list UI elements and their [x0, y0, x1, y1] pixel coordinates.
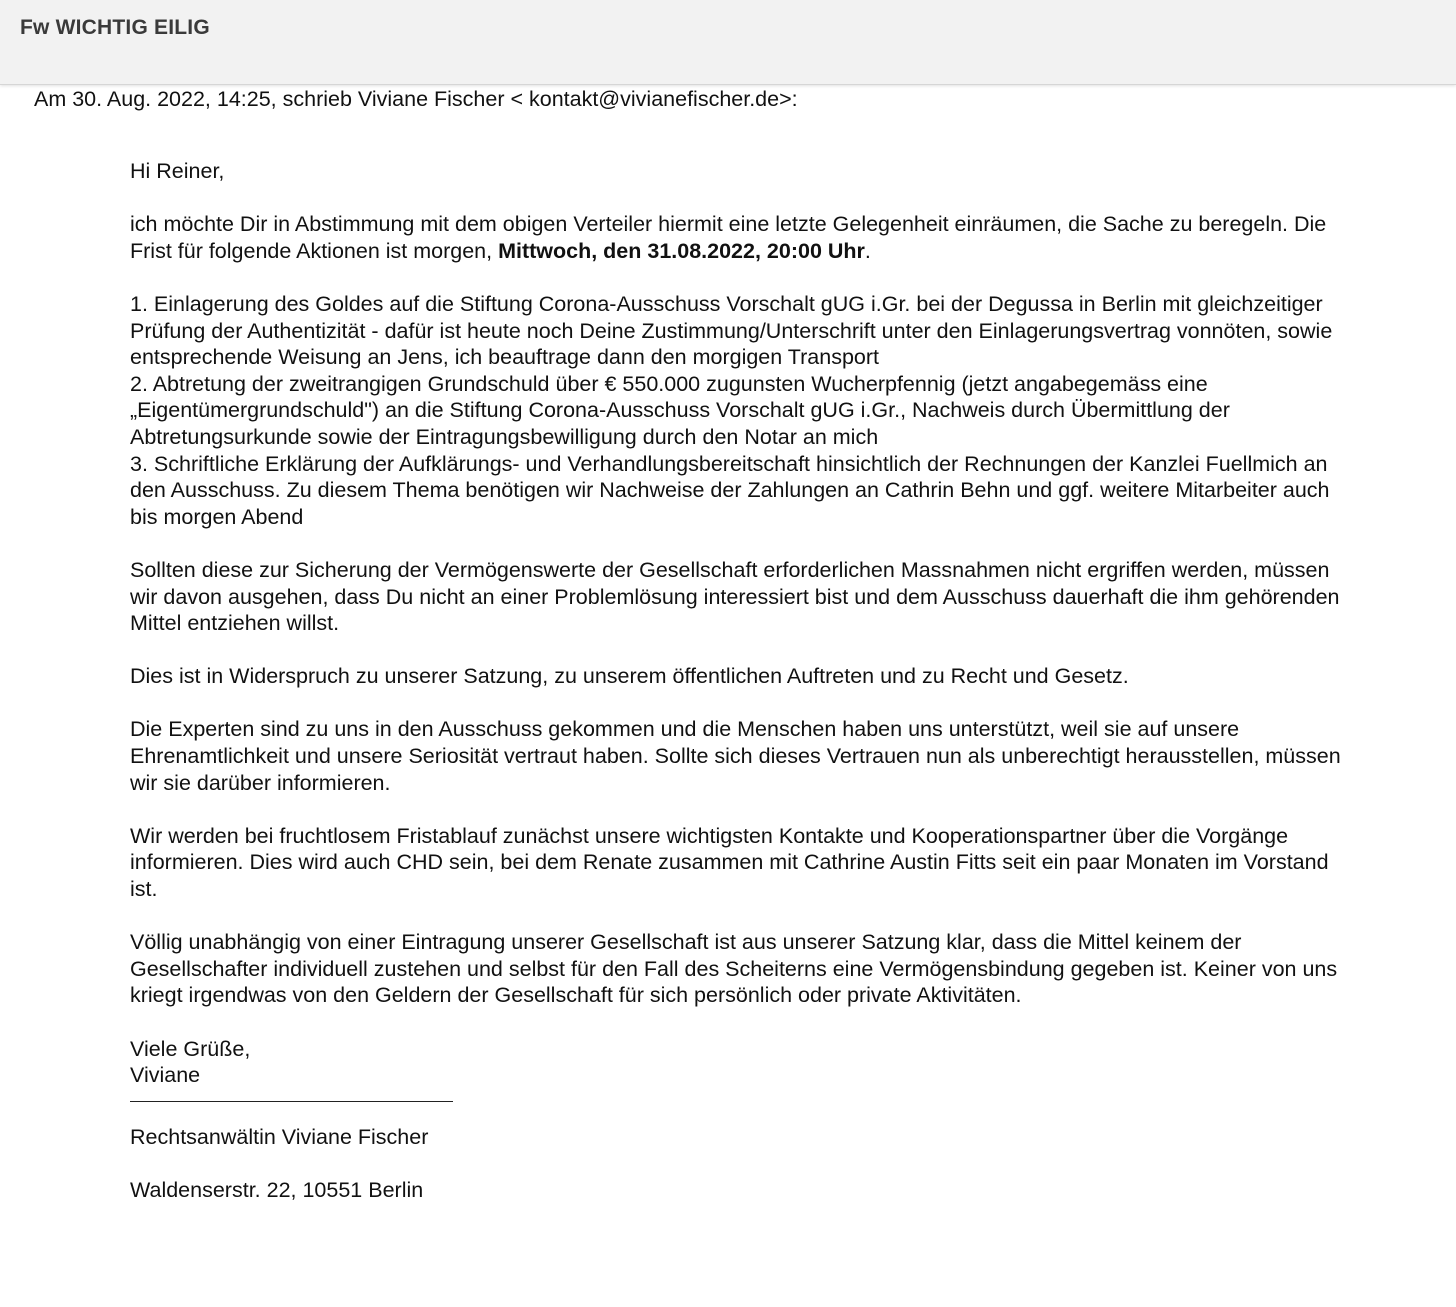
action-item-3: 3. Schriftliche Erklärung der Aufklärungs- und Verhandlungsbereitschaft hinsichtlich der Rechnungen der Kanzlei Fuellmich an den Ausschuss. Zu diesem Thema benötigen wir Nachweise der Zahlungen an Cathrin Behn und ggf. weitere Mitarbeiter auch bis morgen Abend	[130, 451, 1330, 529]
email-body	[130, 158, 1360, 1230]
mail-header-bar	[0, 0, 1456, 85]
quoted-message-header: Am 30. Aug. 2022, 14:25, schrieb Viviane Fischer < kontakt@vivianefischer.de>:	[34, 87, 798, 111]
email-subject: Fw WICHTIG EILIG	[20, 16, 210, 39]
signature-title-name: Rechtsanwältin Viviane Fischer	[130, 1124, 429, 1149]
signature-divider	[130, 1101, 453, 1102]
intro-end: .	[864, 238, 871, 263]
closing: Viele Grüße,	[130, 1036, 251, 1061]
paragraph-experts: Die Experten sind zu uns in den Ausschuss gekommen und die Menschen haben uns unterstützt, weil sie auf unsere Ehrenamtlichkeit und unsere Seriosität vertraut haben. Sollte sich dieses Vertrauen nun als unberechtigt herausstellen, müssen wir sie darüber informieren.	[130, 717, 1341, 795]
sender-name: Viviane	[130, 1063, 201, 1088]
paragraph-statute: Völlig unabhängig von einer Eintragung unserer Gesellschaft ist aus unserer Satzung klar, dass die Mittel keinem der Gesellschafter individuell zustehen und selbst für den Fall des Scheiterns eine Vermögensbindung gegeben ist. Keiner von uns kriegt irgendwas von den Geldern der Gesellschaft für sich persönlich oder private Aktivitäten.	[130, 930, 1338, 1008]
paragraph-contacts: Wir werden bei fruchtlosem Fristablauf zunächst unsere wichtigsten Kontakte und Kooperationspartner über die Vorgänge informieren. Dies wird auch CHD sein, bei dem Renate zusammen mit Cathrine Austin Fitts seit ein paar Monaten im Vorstand ist.	[130, 823, 1329, 902]
paragraph-consequences: Sollten diese zur Sicherung der Vermögenswerte der Gesellschaft erforderlichen Massnahmen nicht ergriffen werden, müssen wir davon ausgehen, dass Du nicht an einer Problemlösung interessiert bist und dem Ausschuss dauerhaft die ihm gehörenden Mittel entziehen willst.	[130, 557, 1340, 636]
deadline-text: Mittwoch, den 31.08.2022, 20:00 Uhr	[498, 238, 865, 263]
greeting: Hi Reiner,	[130, 159, 225, 183]
action-item-2: 2. Abtretung der zweitrangigen Grundschuld über € 550.000 zugunsten Wucherpfennig (jetzt angabegemäss eine „Eigentümergrundschuld") an die Stiftung Corona-Ausschuss Vorschalt gUG i.Gr., Nachweis durch Übermittlung der Abtretungsurkunde sowie der Eintragungsbewilligung durch den Notar an mich	[130, 371, 1230, 449]
paragraph-contradiction: Dies ist in Widerspruch zu unserer Satzung, zu unserem öffentlichen Auftreten und zu Recht und Gesetz.	[130, 664, 1129, 689]
signature-address: Waldenserstr. 22, 10551 Berlin	[130, 1177, 424, 1202]
action-item-1: 1. Einlagerung des Goldes auf die Stiftung Corona-Ausschuss Vorschalt gUG i.Gr. bei der Degussa in Berlin mit gleichzeitiger Prüfung der Authentizität - dafür ist heute noch Deine Zustimmung/Unterschrift unter den Einlagerungsvertrag vonnöten, sowie entsprechende Weisung an Jens, ich beauftrage dann den morgigen Transport	[130, 291, 1333, 370]
intro-paragraph	[130, 211, 1360, 264]
intro-text: ich möchte Dir in Abstimmung mit dem obigen Verteiler hiermit eine letzte Gelegenheit einräumen, die Sache zu beregeln. Die Frist für folgende Aktionen ist morgen,	[130, 212, 1327, 263]
